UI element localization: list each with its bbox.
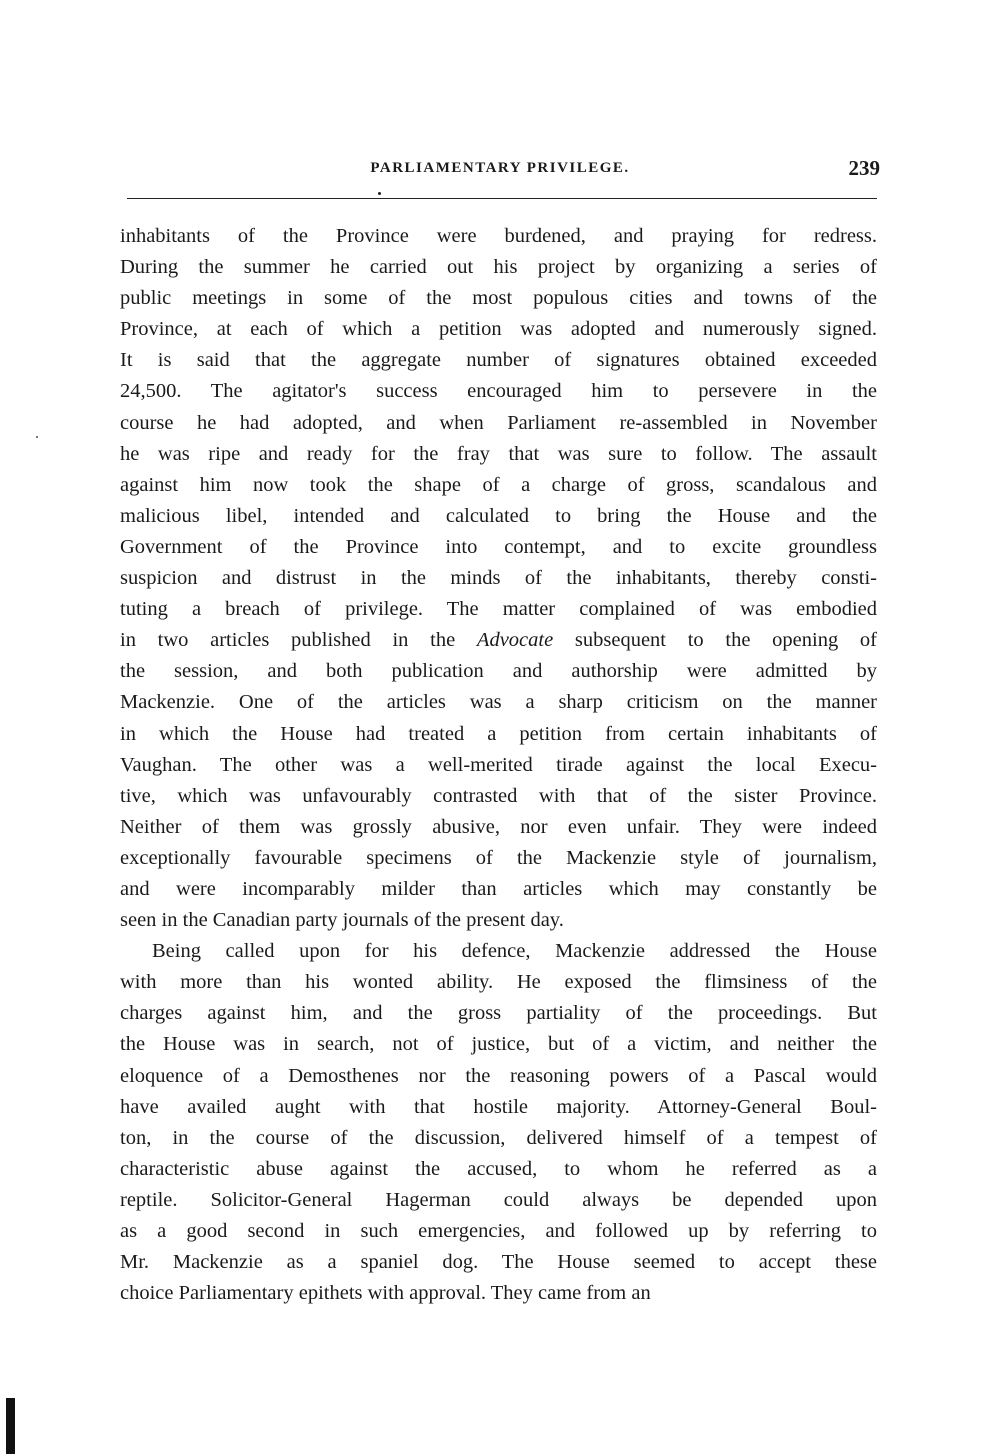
text-line: During the summer he carried out his project by organizing a series of: [120, 256, 877, 279]
text-line: against him now took the shape of a charge of gross, scandalous and: [120, 473, 877, 496]
text-line: in two articles published in the Advocate subsequent to the opening of: [120, 629, 877, 652]
text-line: Province, at each of which a petition was adopted and numerously signed.: [120, 318, 877, 341]
page-header: [120, 156, 880, 190]
text-line: public meetings in some of the most populous cities and towns of the: [120, 287, 877, 310]
header-rule: [127, 198, 877, 199]
text-line: choice Parliamentary epithets with approval. They came from an: [120, 1282, 651, 1305]
text-line: characteristic abuse against the accused, to whom he referred as a: [120, 1157, 877, 1180]
text-line: inhabitants of the Province were burdened, and praying for redress.: [120, 225, 877, 247]
scan-edge-mark: [6, 1398, 15, 1454]
text-line: tive, which was unfavourably contrasted with that of the sister Province.: [120, 784, 877, 807]
text-line: Being called upon for his defence, Mackenzie addressed the House: [152, 940, 877, 963]
text-line: in which the House had treated a petition from certain inhabitants of: [120, 722, 877, 745]
text-line: malicious libel, intended and calculated to bring the House and the: [120, 504, 877, 527]
text-line: course he had adopted, and when Parliament re-assembled in November: [120, 411, 877, 434]
margin-speck: [36, 436, 38, 438]
text-line: the House was in search, not of justice, but of a victim, and neither the: [120, 1033, 877, 1056]
body-text: [120, 221, 877, 1309]
text-line: reptile. Solicitor-General Hagerman could always be depended upon: [120, 1188, 877, 1211]
text-line: Mackenzie. One of the articles was a sharp criticism on the manner: [120, 691, 877, 714]
running-head: PARLIAMENTARY PRIVILEGE.: [370, 160, 630, 176]
page-number: 239: [848, 156, 880, 180]
text-line: the session, and both publication and authorship were admitted by: [120, 660, 877, 683]
text-line: exceptionally favourable specimens of the Mackenzie style of journalism,: [120, 846, 877, 869]
text-line: have availed aught with that hostile majority. Attorney-General Boul-: [120, 1095, 877, 1118]
text-line: and were incomparably milder than articles which may constantly be: [120, 877, 877, 900]
text-line: eloquence of a Demosthenes nor the reasoning powers of a Pascal would: [120, 1064, 877, 1087]
text-line: ton, in the course of the discussion, delivered himself of a tempest of: [120, 1126, 877, 1149]
text-line: he was ripe and ready for the fray that was sure to follow. The assault: [120, 442, 877, 465]
text-line: Neither of them was grossly abusive, nor even unfair. They were indeed: [120, 815, 877, 838]
text-line: as a good second in such emergencies, and followed up by referring to: [120, 1220, 877, 1242]
text-line: charges against him, and the gross partiality of the proceedings. But: [120, 1002, 877, 1025]
text-line: tuting a breach of privilege. The matter complained of was embodied: [120, 598, 877, 621]
text-line: Vaughan. The other was a well-merited tirade against the local Execu-: [120, 753, 877, 776]
text-line: suspicion and distrust in the minds of the inhabitants, thereby consti-: [120, 567, 877, 590]
text-line: It is said that the aggregate number of signatures obtained exceeded: [120, 349, 877, 372]
text-line: Government of the Province into contempt, and to excite groundless: [120, 535, 877, 558]
text-line: Mr. Mackenzie as a spaniel dog. The House seemed to accept these: [120, 1251, 877, 1274]
text-line: 24,500. The agitator's success encouraged him to persevere in the: [120, 380, 877, 403]
header-dot: [378, 192, 381, 195]
text-line: with more than his wonted ability. He exposed the flimsiness of the: [120, 971, 877, 994]
text-line: seen in the Canadian party journals of the present day.: [120, 909, 564, 932]
